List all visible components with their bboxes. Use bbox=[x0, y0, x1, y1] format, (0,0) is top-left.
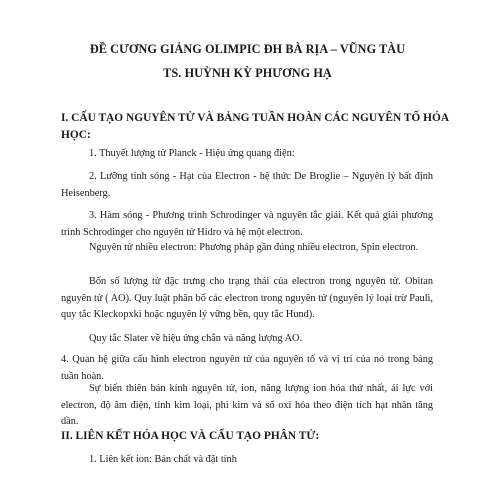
document-title: ĐỀ CƯƠNG GIẢNG OLIMPIC ĐH BÀ RỊA – VŨNG TÀU bbox=[89, 42, 406, 56]
paragraph-3: 3. Hàm sóng - Phương trình Schrodinger và nguyên tắc giải. Kết quả giải phương trình Schrodinger cho nguyên tử Hidro và hệ một electron. bbox=[61, 210, 433, 238]
paragraph-5: Bốn số lượng tử đặc trưng cho trạng thái của electron trong nguyên tử. Obitan nguyên tử ( AO). Quy luật phân bố các electron trong nguyên tử (nguyên lý loại trừ Pauli, quy tắc Kleckopxki hoặc nguyên lý vững bền, quy tắc Hund). bbox=[61, 276, 433, 320]
paragraph-6: Quy tắc Slater về hiệu ứng chắn và năng lượng AO. bbox=[89, 333, 303, 344]
paragraph-9: 1. Liên kết ion: Bản chất và đặt tính bbox=[89, 454, 237, 465]
paragraph-7: 4. Quan hệ giữa cấu hình electron nguyên tử của nguyên tố và vị trí của nó trong bảng tuần hoàn. bbox=[61, 354, 433, 382]
paragraph-1: 1. Thuyết lượng tử Planck - Hiệu ứng quang điện: bbox=[89, 148, 295, 159]
paragraph-4: Nguyên tử nhiều electron: Phương pháp gần đúng nhiều electron, Spin electron. bbox=[89, 242, 419, 253]
paragraph-8: Sự biến thiên bán kính nguyên tử, ion, năng lượng ion hóa thứ nhất, ái lực với electron, độ âm điện, tính kim loại, phi kim và số oxi hóa theo điện tích hạt nhân tăng dần. bbox=[61, 383, 433, 427]
section-2-heading: II. LIÊN KẾT HÓA HỌC VÀ CẤU TẠO PHÂN TỬ: bbox=[61, 430, 320, 442]
author-line: TS. HUỲNH KỲ PHƯƠNG HẠ bbox=[163, 66, 332, 80]
section-1-heading: I. CẤU TẠO NGUYÊN TỬ VÀ BẢNG TUẦN HOÀN CÁC NGUYÊN TỐ HÓA HỌC: bbox=[61, 112, 449, 141]
paragraph-2: 2. Lưỡng tính sóng - Hạt của Electron - hệ thức De Broglie – Nguyên lý bất định Heisenberg. bbox=[61, 171, 433, 199]
